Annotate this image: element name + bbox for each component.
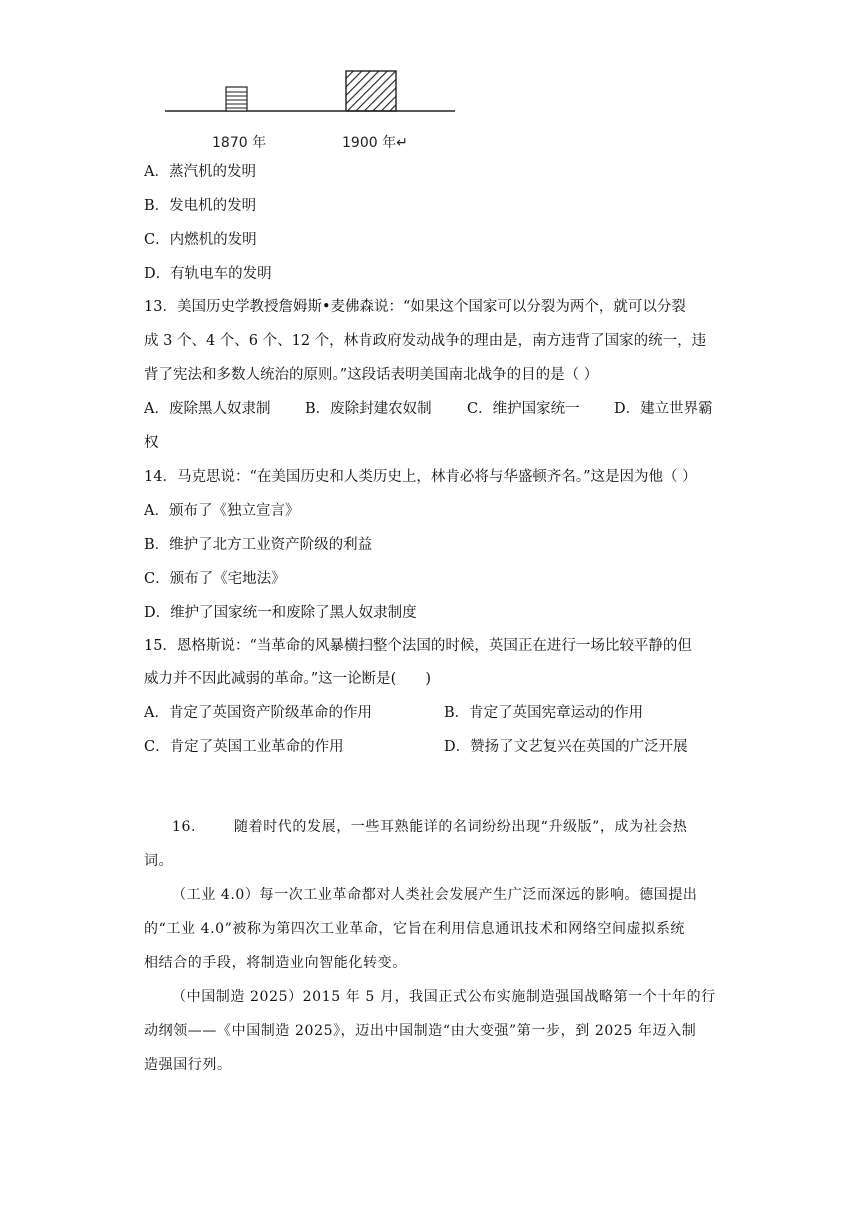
q16-intro-line-1: 随着时代的发展，一些耳熟能详的名词纷纷出现“升级版”，成为社会热 [234,819,688,835]
q12-option-c: C．内燃机的发明 [144,232,257,248]
q15-stem-line-2: 威力并不因此减弱的革命。”这一论断是( ) [144,671,431,687]
q15-option-d: D．赞扬了文艺复兴在英国的广泛开展 [444,739,688,755]
q15-option-c: C．肯定了英国工业革命的作用 [144,739,344,755]
q12-option-d: D．有轨电车的发明 [144,266,272,282]
q13-option-d: D．建立世界霸 [614,401,713,417]
q16-number: 16. [172,819,197,835]
q13-option-d-wrap: 权 [144,435,159,451]
q13-stem-line-3: 背了宪法和多数人统治的原则。”这段话表明美国南北战争的目的是（ ） [144,367,599,383]
q13-option-a: A．废除黑人奴隶制 [144,401,271,417]
q15-option-a: A．肯定了英国资产阶级革命的作用 [144,705,372,721]
q13-stem-line-2: 成 3 个、4 个、6 个、12 个，林肯政府发动战争的理由是，南方违背了国家的统一，违 [144,333,707,349]
q16-p2-line-1: （中国制造 2025）2015 年 5 月，我国正式公布实施制造强国战略第一个十年的行 [172,989,716,1005]
q14-option-a: A．颁布了《独立宣言》 [144,503,300,519]
q14-stem: 14．马克思说：“在美国历史和人类历史上，林肯必将与华盛顿齐名。”这是因为他（ ） [144,469,697,485]
q16-p1-line-2: 的“工业 4.0”被称为第四次工业革命，它旨在利用信息通讯技术和网络空间虚拟系统 [144,921,686,937]
label-1870: 1870 年 [212,135,267,151]
q14-option-c: C．颁布了《宅地法》 [144,571,286,587]
q16-p1-line-3: 相结合的手段，将制造业向智能化转变。 [144,955,407,971]
q16-p2-line-3: 造强国行列。 [144,1057,232,1073]
bar-1900 [346,71,396,111]
bar-1870 [226,87,247,111]
q15-option-b: B．肯定了英国宪章运动的作用 [444,705,644,721]
q15-stem-line-1: 15．恩格斯说：“当革命的风暴横扫整个法国的时候，英国正在进行一场比较平静的但 [144,638,692,654]
q13-option-b: B．废除封建农奴制 [305,401,432,417]
q14-option-b: B．维护了北方工业资产阶级的利益 [144,537,373,553]
q12-option-b: B．发电机的发明 [144,198,257,214]
q16-intro-line-2: 词。 [144,853,174,869]
q14-option-d: D．维护了国家统一和废除了黑人奴隶制度 [144,605,417,621]
q13-stem-line-1: 13．美国历史学教授詹姆斯•麦佛森说：“如果这个国家可以分裂为两个，就可以分裂 [144,299,686,315]
q13-option-c: C．维护国家统一 [467,401,580,417]
label-1900: 1900 年↵ [342,135,408,151]
bar-figure [160,60,470,160]
q16-p2-line-2: 动纲领——《中国制造 2025》，迈出中国制造“由大变强”第一步，到 2025 年迈入制 [144,1023,697,1039]
q12-option-a: A．蒸汽机的发明 [144,164,256,180]
q16-p1-line-1: （工业 4.0）每一次工业革命都对人类社会发展产生广泛而深远的影响。德国提出 [172,887,698,903]
